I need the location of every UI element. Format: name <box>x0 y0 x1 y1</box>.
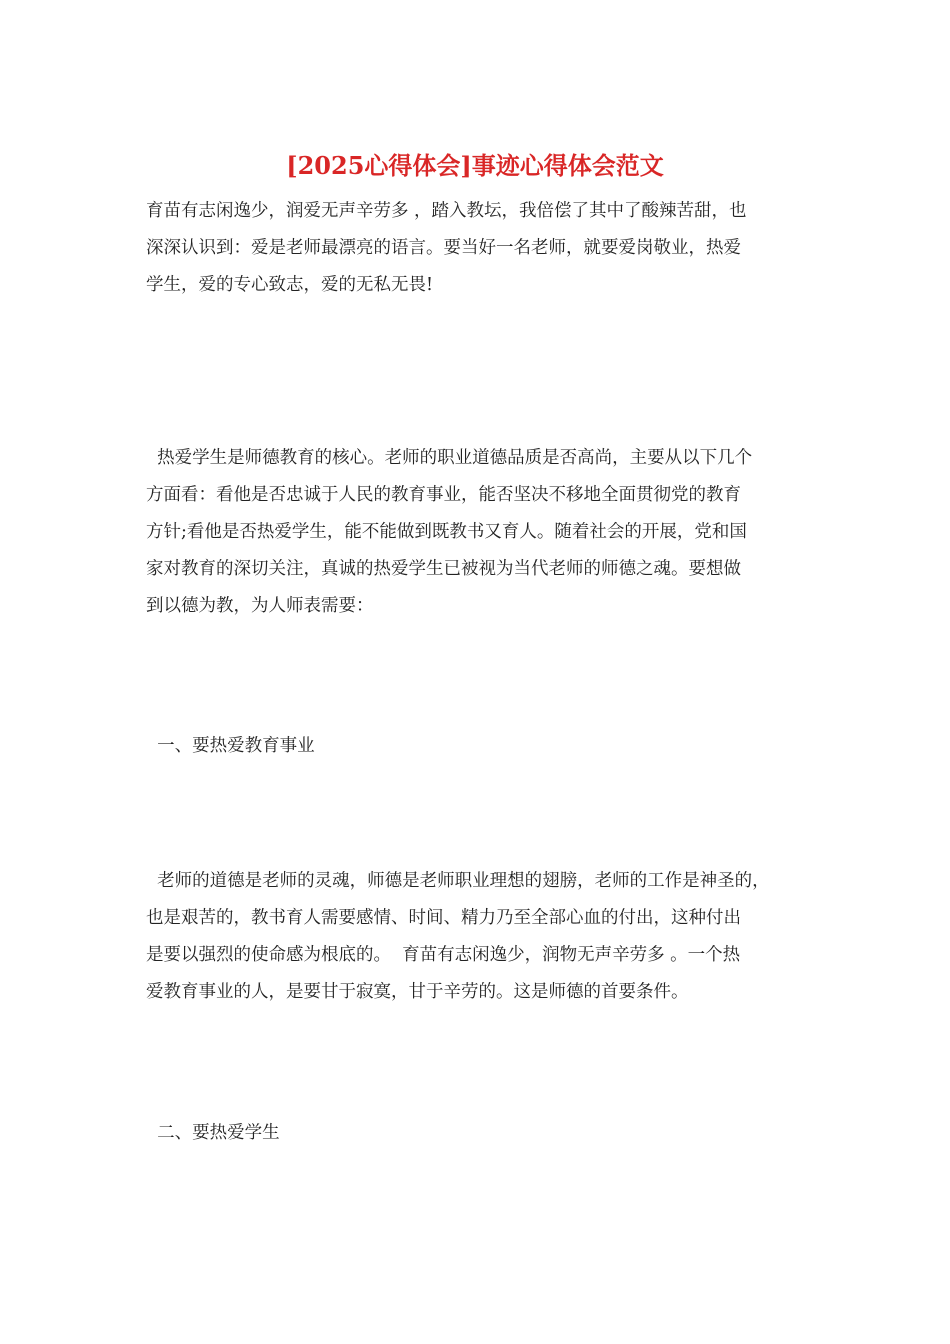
paragraph-line: 深深认识到：爱是老师最漂亮的语言。要当好一名老师，就要爱岗敬业，热爱 <box>146 238 741 258</box>
paragraph-line: 到以德为教，为人师表需要： <box>146 596 374 616</box>
paragraph-line: 方面看：看他是否忠诚于人民的教育事业，能否坚决不移地全面贯彻党的教育 <box>146 485 741 505</box>
document-title: [2025心得体会]事迹心得体会范文 <box>286 151 664 180</box>
paragraph-line: 是要以强烈的使命感为根底的。 育苗有志闲逸少，润物无声辛劳多 。一个热 <box>146 945 741 965</box>
section-heading: 二、要热爱学生 <box>146 1123 280 1143</box>
paragraph-line: 育苗有志闲逸少，润爱无声辛劳多 ，踏入教坛，我倍偿了其中了酸辣苦甜，也 <box>146 201 747 221</box>
paragraph-line: 爱教育事业的人，是要甘于寂寞，甘于辛劳的。这是师德的首要条件。 <box>146 982 689 1002</box>
paragraph-line: 老师的道德是老师的灵魂，师德是老师职业理想的翅膀，老师的工作是神圣的， <box>146 871 770 891</box>
paragraph-line: 方针;看他是否热爱学生，能不能做到既教书又育人。随着社会的开展，党和国 <box>146 522 747 542</box>
section-heading: 一、要热爱教育事业 <box>146 736 315 756</box>
paragraph-line: 也是艰苦的，教书育人需要感情、时间、精力乃至全部心血的付出，这种付出 <box>146 908 741 928</box>
paragraph-line: 热爱学生是师德教育的核心。老师的职业道德品质是否高尚，主要从以下几个 <box>146 448 753 468</box>
paragraph-line: 学生，爱的专心致志，爱的无私无畏! <box>146 275 434 295</box>
paragraph-line: 家对教育的深切关注，真诚的热爱学生已被视为当代老师的师德之魂。要想做 <box>146 559 741 579</box>
